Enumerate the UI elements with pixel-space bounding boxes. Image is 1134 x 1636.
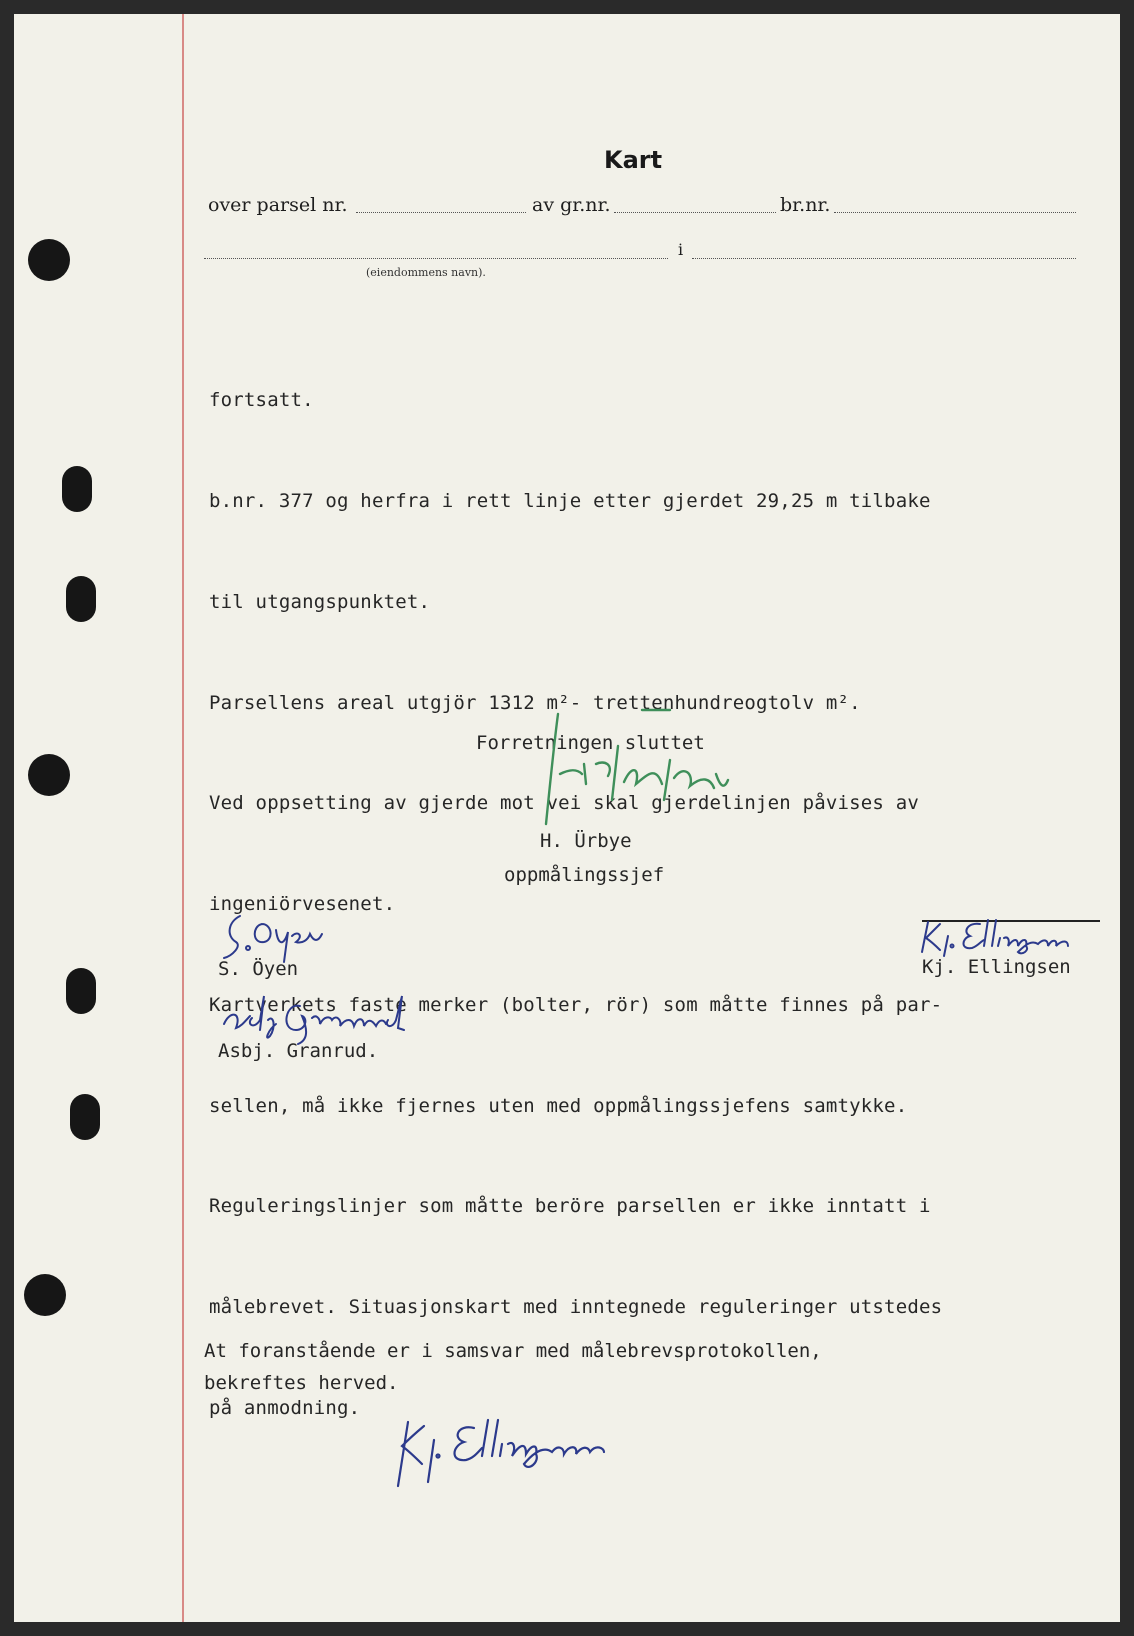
binder-hole (62, 466, 92, 512)
bnr-field (834, 212, 1076, 213)
binder-hole (66, 576, 96, 622)
text-line: Parsellens areal utgjör 1312 m²- trettenhundreogtolv m². (209, 691, 861, 714)
i-label: i (678, 240, 684, 259)
binder-hole (24, 1274, 66, 1316)
oyen-signature (218, 906, 328, 970)
binder-hole (28, 754, 70, 796)
ellingsen-signature (918, 916, 1118, 958)
gnr-field (614, 212, 776, 213)
property-field (204, 258, 668, 259)
binder-hole (70, 1094, 100, 1140)
text-line: Kartverkets faste merker (bolter, rör) som måtte finnes på par- (209, 993, 943, 1016)
text-line: til utgangspunktet. (209, 590, 431, 613)
document-page (14, 14, 1120, 1622)
binder-hole (66, 968, 96, 1014)
surveyor-name: H. Ürbye (540, 830, 632, 852)
text-line: Ved oppsetting av gjerde mot vei skal gjerdelinjen påvises av (209, 792, 919, 815)
certification-line: At foranstående er i samsvar med målebrevsprotokollen, (204, 1340, 822, 1362)
text-line: på anmodning. (209, 1397, 361, 1419)
margin-line (182, 14, 184, 1622)
parcel-field (356, 212, 526, 213)
witness-name: Kj. Ellingsen (922, 956, 1071, 978)
text-line: fortsatt. (209, 389, 314, 412)
text-line: b.nr. 377 og herfra i rett linje etter gjerdet 29,25 m tilbake (209, 489, 931, 512)
certification-signature (388, 1412, 628, 1502)
body-text (209, 317, 1109, 1493)
text-line: sellen, må ikke fjernes uten med oppmålingssjefens samtykke. (209, 1094, 908, 1117)
document-title: Kart (604, 146, 663, 174)
location-field (692, 258, 1076, 259)
text-line: ingeniörvesenet. (209, 893, 396, 916)
surveyor-signature (524, 704, 744, 844)
text-line: Reguleringslinjer som måtte beröre parsellen er ikke inntatt i (209, 1195, 931, 1218)
binder-hole (28, 239, 70, 281)
property-caption: (eiendommens navn). (366, 266, 486, 279)
gnr-label: av gr.nr. (532, 194, 611, 216)
witness-name: S. Öyen (218, 958, 299, 980)
bnr-label: br.nr. (780, 194, 831, 216)
surveyor-title: oppmålingssjef (504, 864, 665, 886)
text-line: målebrevet. Situasjonskart med inntegnede reguleringer utstedes (209, 1296, 943, 1319)
witness-name: Asbj. Granrud. (218, 1040, 379, 1062)
concluded-text: Forretningen sluttet (476, 732, 705, 754)
parcel-label: over parsel nr. (208, 194, 348, 216)
certification-line: bekreftes herved. (204, 1372, 399, 1394)
granrud-signature (216, 990, 456, 1046)
